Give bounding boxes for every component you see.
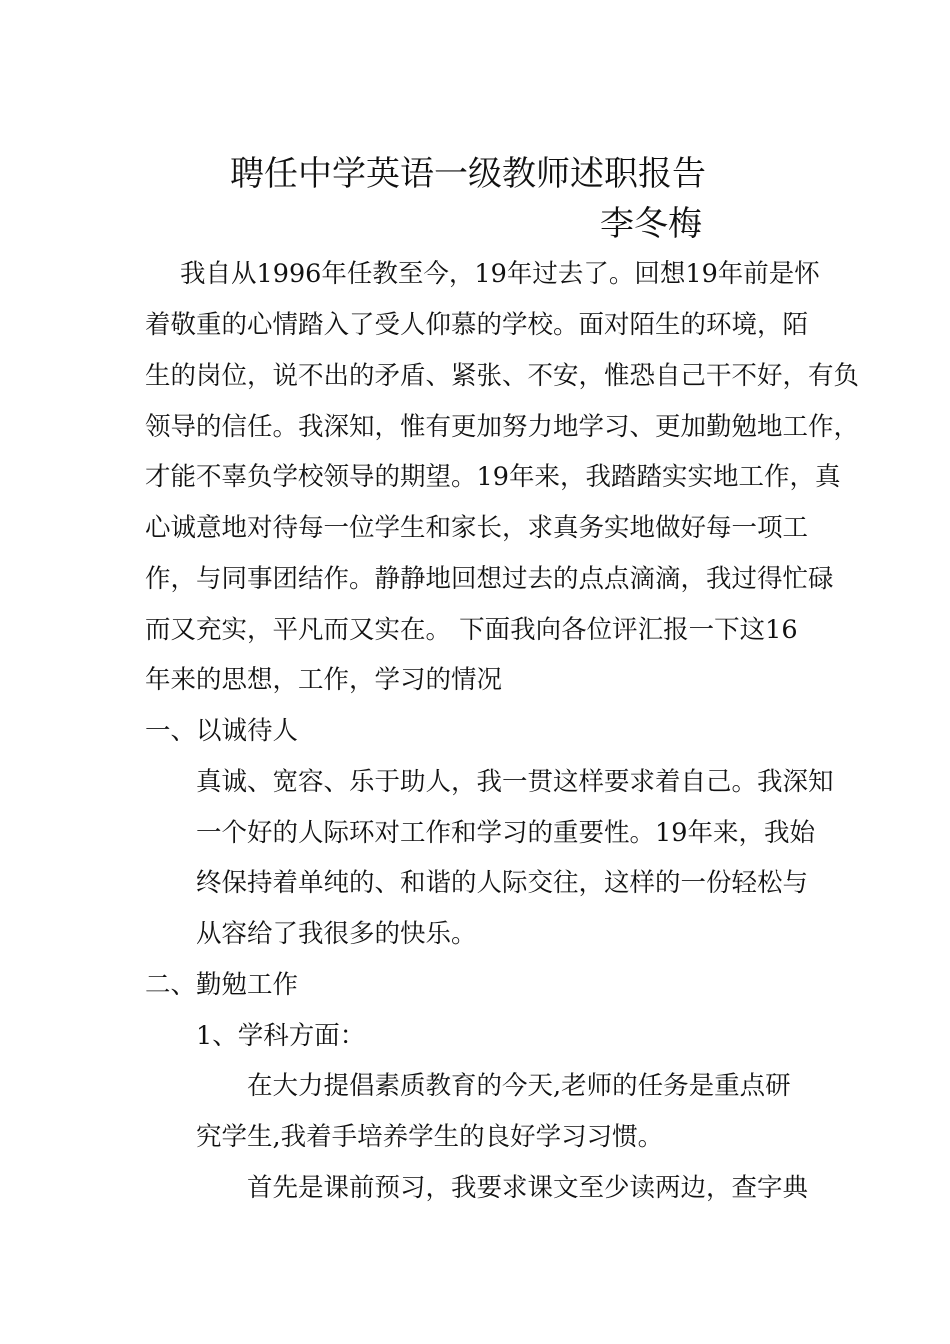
- section-heading: 二、勤勉工作: [145, 970, 299, 1000]
- subsection-heading: 1、学科方面：: [196, 1021, 366, 1051]
- intro-line: 心诚意地对待每一位学生和家长，求真务实地做好每一项工: [145, 513, 809, 543]
- section1-line: 终保持着单纯的、和谐的人际交往，这样的一份轻松与: [196, 868, 809, 898]
- intro-line: 领导的信任。我深知，惟有更加努力地学习、更加勤勉地工作，: [145, 412, 860, 442]
- intro-line: 才能不辜负学校领导的期望。19年来，我踏踏实实地工作，真: [145, 462, 841, 492]
- section2-para2-line: 首先是课前预习，我要求课文至少读两边，查字典: [247, 1173, 809, 1203]
- section2-para1-line: 究学生,我着手培养学生的良好学习习惯。: [196, 1122, 664, 1152]
- section2-para1-line: 在大力提倡素质教育的今天,老师的任务是重点研: [247, 1071, 791, 1101]
- intro-line: 作，与同事团结作。静静地回想过去的点点滴滴，我过得忙碌: [145, 564, 834, 594]
- section1-line: 一个好的人际环对工作和学习的重要性。19年来，我始: [196, 818, 815, 848]
- intro-line: 年来的思想，工作，学习的情况: [145, 665, 503, 695]
- section-heading: 一、以诚待人: [145, 716, 299, 746]
- document-title: 聘任中学英语一级教师述职报告: [230, 154, 706, 194]
- section1-line: 从容给了我很多的快乐。: [196, 919, 477, 949]
- intro-line: 而又充实，平凡而又实在。 下面我向各位评汇报一下这16: [145, 615, 798, 645]
- intro-line: 着敬重的心情踏入了受人仰慕的学校。面对陌生的环境，陌: [145, 310, 809, 340]
- intro-line: 生的岗位，说不出的矛盾、紧张、不安，惟恐自己干不好，有负: [145, 361, 860, 391]
- document-author: 李冬梅: [600, 204, 702, 244]
- intro-line: 我自从1996年任教至今，19年过去了。回想19年前是怀: [180, 259, 820, 289]
- section1-line: 真诚、宽容、乐于助人，我一贯这样要求着自己。我深知: [196, 767, 834, 797]
